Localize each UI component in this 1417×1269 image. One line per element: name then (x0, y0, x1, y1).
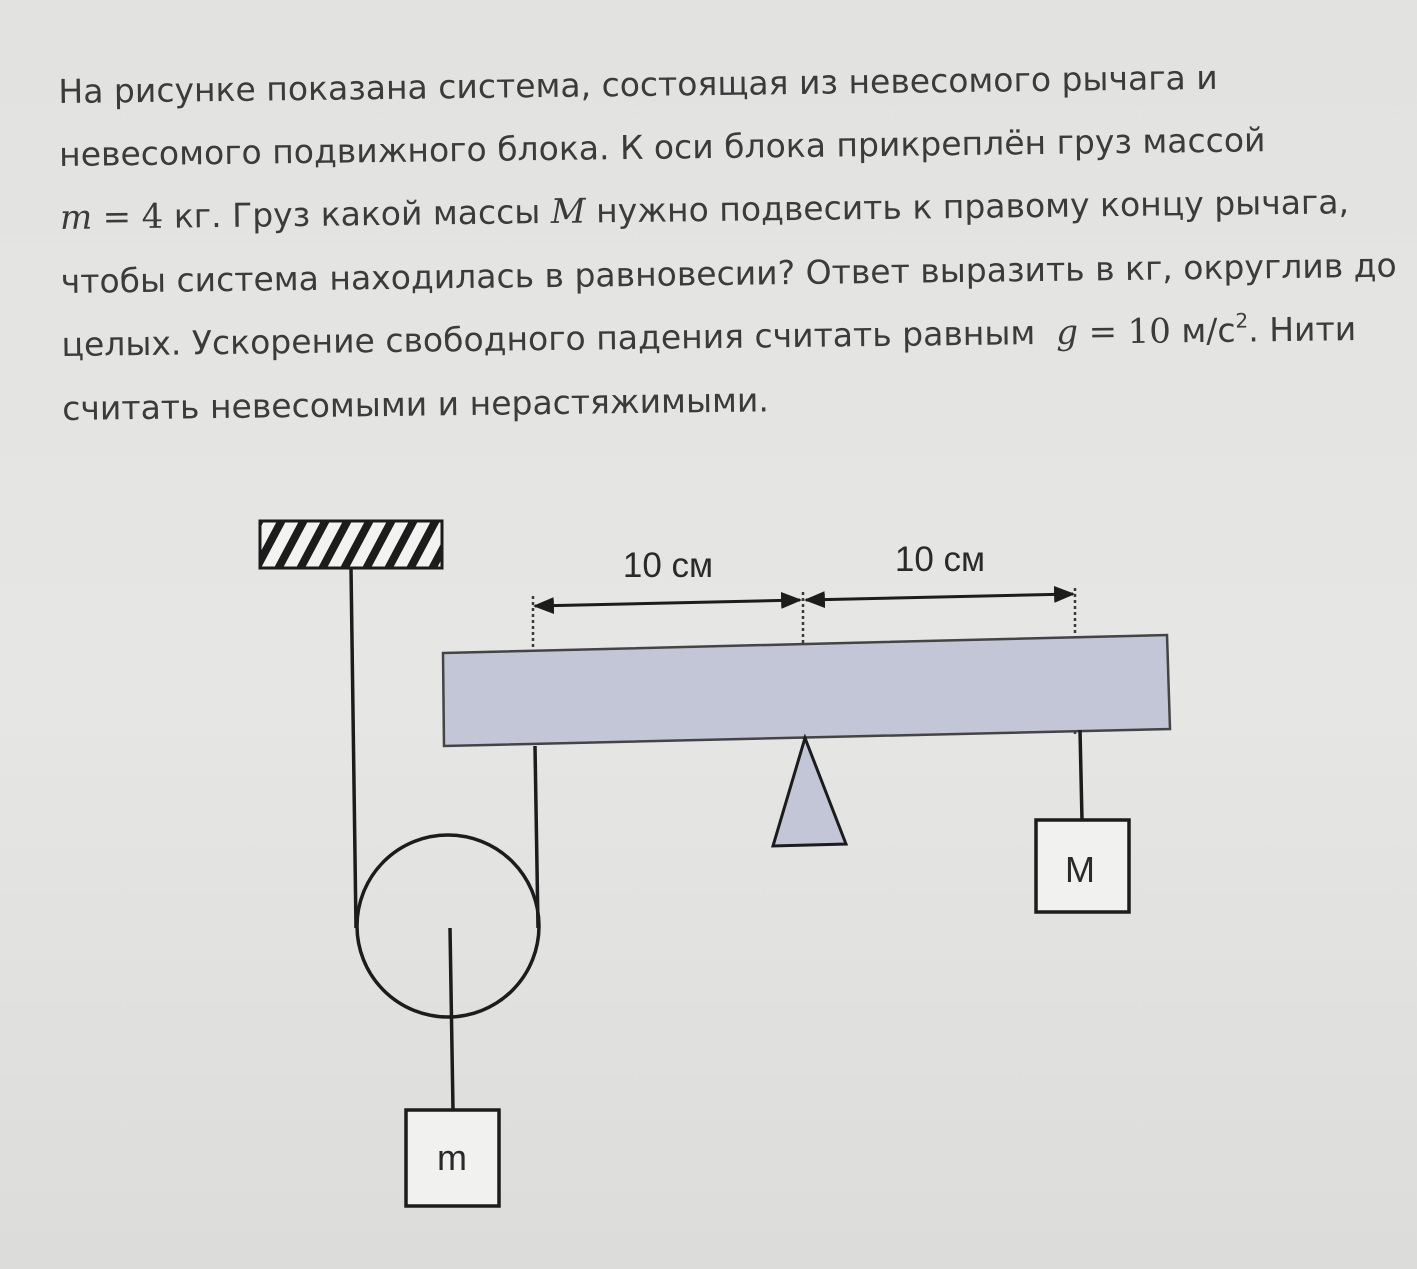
problem-text: . Нити (1247, 309, 1357, 350)
lever-load-label: M (1065, 849, 1095, 890)
problem-text: нужно подвесить к правому концу рычага, (595, 182, 1350, 231)
lever-load-rope (1080, 730, 1082, 820)
gravity-value: 10 (1127, 311, 1172, 352)
left-rope (351, 568, 356, 928)
problem-line-2: невесомого подвижного блока. К оси блока прикреплён груз массой (58, 120, 1266, 174)
problem-line-4: чтобы система находилась в равновесии? Ответ выразить в кг, округлив до (60, 245, 1397, 301)
ceiling-support (260, 521, 442, 568)
lever (443, 635, 1170, 746)
equals-sign: = (1088, 312, 1118, 353)
problem-text: целых. Ускорение свободного падения считать равным (61, 313, 1036, 364)
pulley-load-label: m (437, 1137, 467, 1178)
problem-text: кг. Груз какой массы (173, 192, 541, 236)
mass-variable-m: m (59, 197, 93, 238)
left-distance-arrow (535, 600, 800, 606)
mass-value: 4 (141, 196, 164, 237)
pulley-axle-rope (450, 928, 453, 1110)
left-distance-label: 10 см (622, 546, 714, 585)
gravity-unit: м/с (1181, 310, 1236, 351)
fulcrum (773, 738, 846, 846)
problem-line-6: считать невесомыми и нерастяжимыми. (62, 380, 770, 428)
movable-pulley (357, 835, 539, 1017)
equals-sign: = (102, 197, 132, 238)
right-distance-arrow (806, 594, 1073, 600)
right-distance-label: 10 см (894, 540, 986, 579)
gravity-unit-exponent: 2 (1235, 308, 1249, 333)
problem-line-1: На рисунке показана система, состоящая из невесомого рычага и (58, 57, 1218, 111)
gravity-variable-g: g (1056, 312, 1079, 353)
mass-variable-M: M (550, 191, 586, 232)
